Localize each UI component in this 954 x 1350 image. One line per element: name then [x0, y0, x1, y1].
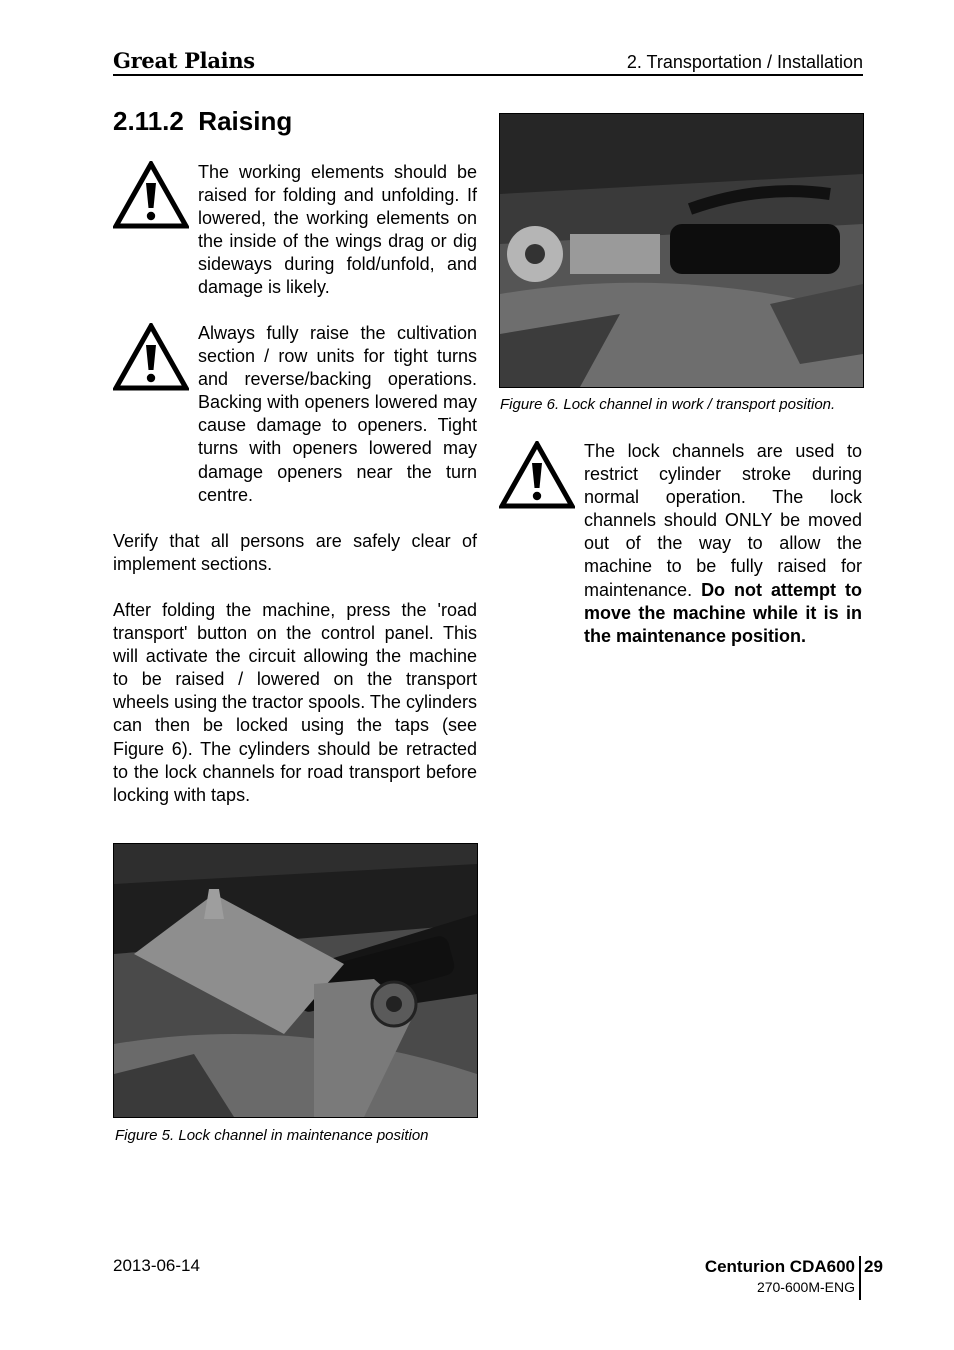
warning-triangle-icon — [499, 441, 575, 509]
chapter-title: 2. Transportation / Installation — [626, 52, 863, 72]
figure5-caption: Figure 5. Lock channel in maintenance position — [115, 1127, 429, 1144]
paragraph-clearance: Verify that all persons are safely clear of implement sections. — [113, 531, 477, 575]
warning-triangle-icon — [113, 161, 189, 229]
figure5-photo — [113, 843, 478, 1118]
footer-document-code: 270-600M-ENG — [756, 1279, 855, 1295]
page-number: 29 — [864, 1257, 883, 1276]
figure6-caption: Figure 6. Lock channel in work / transport position. — [500, 396, 836, 413]
footer-date: 2013-06-14 — [113, 1256, 200, 1275]
header-divider — [113, 74, 863, 76]
lock-channels-bold-warning: Do not attempt to move the machine while it is in the maintenance position. — [584, 579, 862, 646]
footer-product-name: Centurion CDA600 — [704, 1257, 855, 1276]
section-title: 2.11.2 Raising — [113, 106, 293, 136]
brand-logo-text: Great Plains — [113, 48, 255, 73]
paragraph-road-transport: After folding the machine, press the 'road transport' button on the control panel. This will activate the circuit allowing the machine to be raised / lowered on the transport wheels using the tractor spools. The cylinders can then be locked using the taps (see Figure 6). The cylinders should be retracted to the lock channels for road transport before locking with taps. — [113, 600, 477, 805]
figure6-photo — [499, 113, 864, 388]
warning-text-turns: Always fully raise the cultivation section / row units for tight turns and reverse/backing operations. Backing with openers lowered may cause damage to openers. Tight turns with openers lowered may damage openers near the turn centre. — [198, 323, 477, 505]
warning-text-lock-channels — [584, 440, 862, 648]
warning-text-folding: The working elements should be raised for folding and unfolding. If lowered, the working elements on the inside of the wings drag or dig sideways during fold/unfold, and damage is likely. — [198, 162, 477, 298]
warning-triangle-icon — [113, 323, 189, 391]
footer-divider — [859, 1256, 861, 1300]
lock-channels-text: The lock channels are used to restrict cylinder stroke during normal operation. The lock channels should ONLY be moved out of the way to allow the machine to be fully raised for maintenance. — [584, 441, 862, 600]
